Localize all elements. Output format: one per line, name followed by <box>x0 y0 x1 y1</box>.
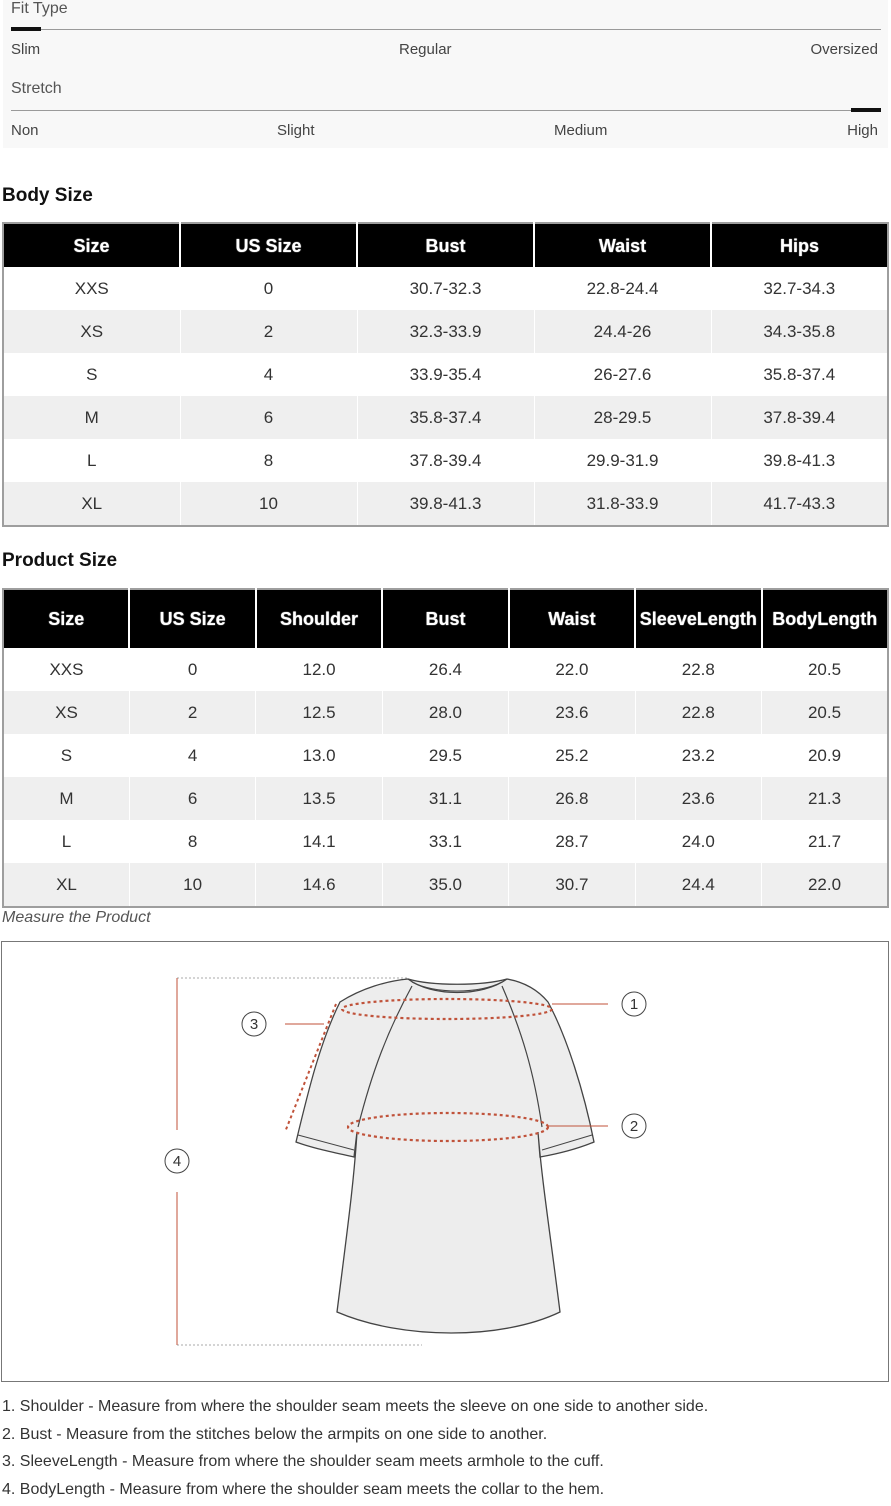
product-size-cell: 24.4 <box>635 863 761 907</box>
note-bust: 2. Bust - Measure from the stitches below the armpits on one side to another. <box>2 1424 708 1452</box>
body-size-cell: S <box>3 353 180 396</box>
table-row <box>3 777 888 820</box>
body-size-cell: 22.8-24.4 <box>534 267 711 310</box>
table-row <box>3 863 888 907</box>
product-size-cell: 23.2 <box>635 734 761 777</box>
product-size-header-cell: BodyLength <box>762 589 888 648</box>
body-size-header-cell: Bust <box>357 223 534 267</box>
fit-option-oversized: Oversized <box>810 41 878 58</box>
product-size-cell: 14.1 <box>256 820 382 863</box>
body-size-cell: 32.3-33.9 <box>357 310 534 353</box>
product-size-cell: 28.0 <box>382 691 508 734</box>
table-row <box>3 482 888 526</box>
product-size-cell: 26.8 <box>509 777 635 820</box>
product-size-cell: 13.0 <box>256 734 382 777</box>
body-size-header-cell: Hips <box>711 223 888 267</box>
stretch-indicator <box>851 108 881 112</box>
table-row <box>3 396 888 439</box>
fit-option-regular: Regular <box>399 41 452 58</box>
product-size-cell: 26.4 <box>382 648 508 691</box>
product-size-cell: 23.6 <box>635 777 761 820</box>
product-size-header-cell: Bust <box>382 589 508 648</box>
product-size-cell: 6 <box>129 777 255 820</box>
product-size-cell: S <box>3 734 129 777</box>
product-size-cell: 22.0 <box>509 648 635 691</box>
body-size-cell: 8 <box>180 439 357 482</box>
product-size-cell: 31.1 <box>382 777 508 820</box>
product-size-cell: 29.5 <box>382 734 508 777</box>
product-size-cell: L <box>3 820 129 863</box>
product-size-cell: 12.5 <box>256 691 382 734</box>
product-size-cell: 33.1 <box>382 820 508 863</box>
product-size-cell: 21.3 <box>762 777 888 820</box>
product-size-cell: 21.7 <box>762 820 888 863</box>
body-size-cell: 35.8-37.4 <box>357 396 534 439</box>
stretch-title: Stretch <box>11 80 62 98</box>
body-size-cell: 37.8-39.4 <box>357 439 534 482</box>
product-size-cell: 10 <box>129 863 255 907</box>
product-size-cell: 20.5 <box>762 691 888 734</box>
body-size-cell: 41.7-43.3 <box>711 482 888 526</box>
table-row <box>3 820 888 863</box>
body-size-cell: 0 <box>180 267 357 310</box>
body-size-cell: 35.8-37.4 <box>711 353 888 396</box>
body-size-cell: 37.8-39.4 <box>711 396 888 439</box>
note-body-length: 4. BodyLength - Measure from where the shoulder seam meets the collar to the hem. <box>2 1479 708 1506</box>
table-row <box>3 353 888 396</box>
body-size-cell: 32.7-34.3 <box>711 267 888 310</box>
product-size-header-cell: Waist <box>509 589 635 648</box>
body-size-header-cell: Size <box>3 223 180 267</box>
body-size-header-cell: US Size <box>180 223 357 267</box>
body-size-cell: 10 <box>180 482 357 526</box>
body-size-cell: 26-27.6 <box>534 353 711 396</box>
body-size-cell: 4 <box>180 353 357 396</box>
body-size-cell: 31.8-33.9 <box>534 482 711 526</box>
note-shoulder: 1. Shoulder - Measure from where the shoulder seam meets the sleeve on one side to another side. <box>2 1396 708 1424</box>
marker-3-label: 3 <box>250 1016 258 1033</box>
product-size-cell: 12.0 <box>256 648 382 691</box>
tshirt-shape <box>296 979 594 1333</box>
product-size-header-cell: Shoulder <box>256 589 382 648</box>
stretch-option-non: Non <box>11 122 39 139</box>
body-size-cell: 39.8-41.3 <box>711 439 888 482</box>
body-size-cell: 28-29.5 <box>534 396 711 439</box>
fit-type-track <box>11 29 881 30</box>
measure-diagram <box>1 941 889 1382</box>
table-row <box>3 691 888 734</box>
marker-4-label: 4 <box>173 1153 181 1170</box>
product-size-title: Product Size <box>2 550 117 572</box>
marker-1-label: 1 <box>630 996 638 1013</box>
stretch-option-high: High <box>847 122 878 139</box>
product-size-cell: 13.5 <box>256 777 382 820</box>
product-size-cell: 20.5 <box>762 648 888 691</box>
product-size-cell: 25.2 <box>509 734 635 777</box>
stretch-option-slight: Slight <box>277 122 315 139</box>
fit-stretch-panel <box>3 0 888 148</box>
table-row <box>3 439 888 482</box>
product-size-cell: 14.6 <box>256 863 382 907</box>
product-size-header-cell: Size <box>3 589 129 648</box>
body-size-cell: XS <box>3 310 180 353</box>
product-size-cell: 20.9 <box>762 734 888 777</box>
body-size-cell: 2 <box>180 310 357 353</box>
product-size-cell: 35.0 <box>382 863 508 907</box>
fit-option-slim: Slim <box>11 41 40 58</box>
product-size-cell: 8 <box>129 820 255 863</box>
product-size-cell: 2 <box>129 691 255 734</box>
body-size-title: Body Size <box>2 185 93 207</box>
stretch-track <box>11 110 881 111</box>
table-row <box>3 310 888 353</box>
body-size-cell: 33.9-35.4 <box>357 353 534 396</box>
measure-notes <box>2 1396 708 1506</box>
product-size-cell: M <box>3 777 129 820</box>
product-size-cell: 23.6 <box>509 691 635 734</box>
product-size-cell: XXS <box>3 648 129 691</box>
product-size-cell: XS <box>3 691 129 734</box>
product-size-header-cell: US Size <box>129 589 255 648</box>
body-size-cell: 39.8-41.3 <box>357 482 534 526</box>
fit-type-title: Fit Type <box>11 0 68 18</box>
product-size-header-cell: SleeveLength <box>635 589 761 648</box>
product-size-cell: 4 <box>129 734 255 777</box>
body-size-cell: 6 <box>180 396 357 439</box>
body-size-cell: 29.9-31.9 <box>534 439 711 482</box>
table-row <box>3 267 888 310</box>
product-size-cell: 24.0 <box>635 820 761 863</box>
body-size-cell: XXS <box>3 267 180 310</box>
product-size-cell: 22.8 <box>635 648 761 691</box>
body-size-table <box>2 222 889 527</box>
table-row <box>3 734 888 777</box>
measure-caption: Measure the Product <box>2 909 151 927</box>
product-size-cell: 0 <box>129 648 255 691</box>
product-size-cell: 28.7 <box>509 820 635 863</box>
body-size-header-cell: Waist <box>534 223 711 267</box>
product-size-table <box>2 588 889 908</box>
body-size-cell: 30.7-32.3 <box>357 267 534 310</box>
body-size-cell: XL <box>3 482 180 526</box>
body-size-cell: 24.4-26 <box>534 310 711 353</box>
body-size-cell: M <box>3 396 180 439</box>
fit-type-indicator <box>11 27 41 31</box>
product-size-cell: 22.0 <box>762 863 888 907</box>
table-row <box>3 648 888 691</box>
note-sleeve-length: 3. SleeveLength - Measure from where the shoulder seam meets armhole to the cuff. <box>2 1451 708 1479</box>
product-size-cell: 22.8 <box>635 691 761 734</box>
body-size-cell: L <box>3 439 180 482</box>
product-size-cell: XL <box>3 863 129 907</box>
tshirt-diagram <box>2 942 888 1381</box>
product-size-cell: 30.7 <box>509 863 635 907</box>
body-size-cell: 34.3-35.8 <box>711 310 888 353</box>
stretch-option-medium: Medium <box>554 122 607 139</box>
marker-2-label: 2 <box>630 1118 638 1135</box>
